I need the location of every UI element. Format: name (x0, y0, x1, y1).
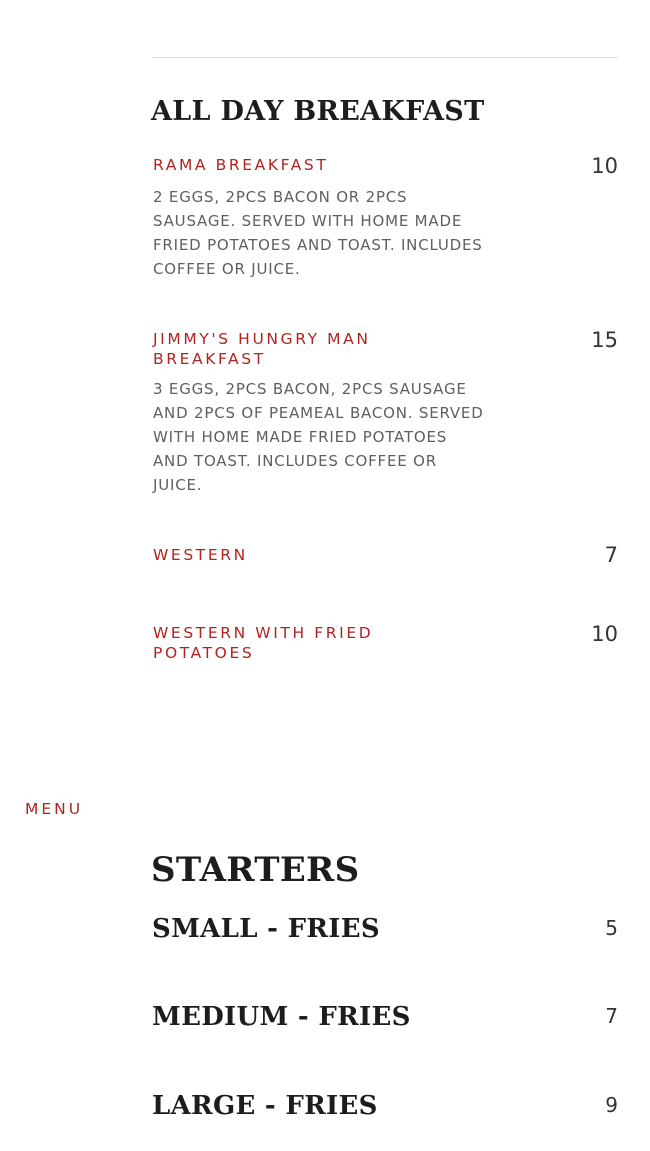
menu-nav-label[interactable]: MENU (25, 800, 84, 818)
menu-item-price-rama-breakfast: 10 (591, 154, 618, 178)
section-title-starters: STARTERS (151, 850, 360, 890)
section-divider (152, 57, 618, 58)
starter-item-price-medium-fries: 7 (605, 1004, 618, 1028)
starter-item-price-small-fries: 5 (605, 916, 618, 940)
menu-item-price-western-with-fried-potatoes: 10 (591, 622, 618, 646)
starter-item-name-large-fries: LARGE - FRIES (152, 1091, 378, 1121)
starter-item-name-small-fries: SMALL - FRIES (152, 914, 380, 944)
menu-item-name-western: WESTERN (153, 546, 248, 564)
menu-item-price-jimmys-hungry-man-breakfast: 15 (591, 328, 618, 352)
menu-item-name-jimmys-hungry-man-breakfast: JIMMY'S HUNGRY MAN BREAKFAST (153, 330, 371, 368)
section-title-all-day-breakfast: ALL DAY BREAKFAST (151, 96, 485, 127)
menu-item-price-western: 7 (604, 543, 618, 567)
menu-item-name-western-with-fried-potatoes: WESTERN WITH FRIED POTATOES (153, 624, 374, 662)
menu-item-description-rama-breakfast: 2 EGGS, 2PCS BACON OR 2PCS SAUSAGE. SERVED WITH HOME MADE FRIED POTATOES AND TOAST. INCLUDES COFFEE OR JUICE. (153, 188, 483, 278)
starter-item-price-large-fries: 9 (605, 1093, 618, 1117)
menu-item-name-rama-breakfast: RAMA BREAKFAST (153, 156, 329, 174)
starter-item-name-medium-fries: MEDIUM - FRIES (152, 1002, 411, 1032)
menu-item-description-jimmys-hungry-man-breakfast: 3 EGGS, 2PCS BACON, 2PCS SAUSAGE AND 2PCS OF PEAMEAL BACON. SERVED WITH HOME MADE FRIED POTATOES AND TOAST. INCLUDES COFFEE OR JUICE. (153, 380, 484, 494)
